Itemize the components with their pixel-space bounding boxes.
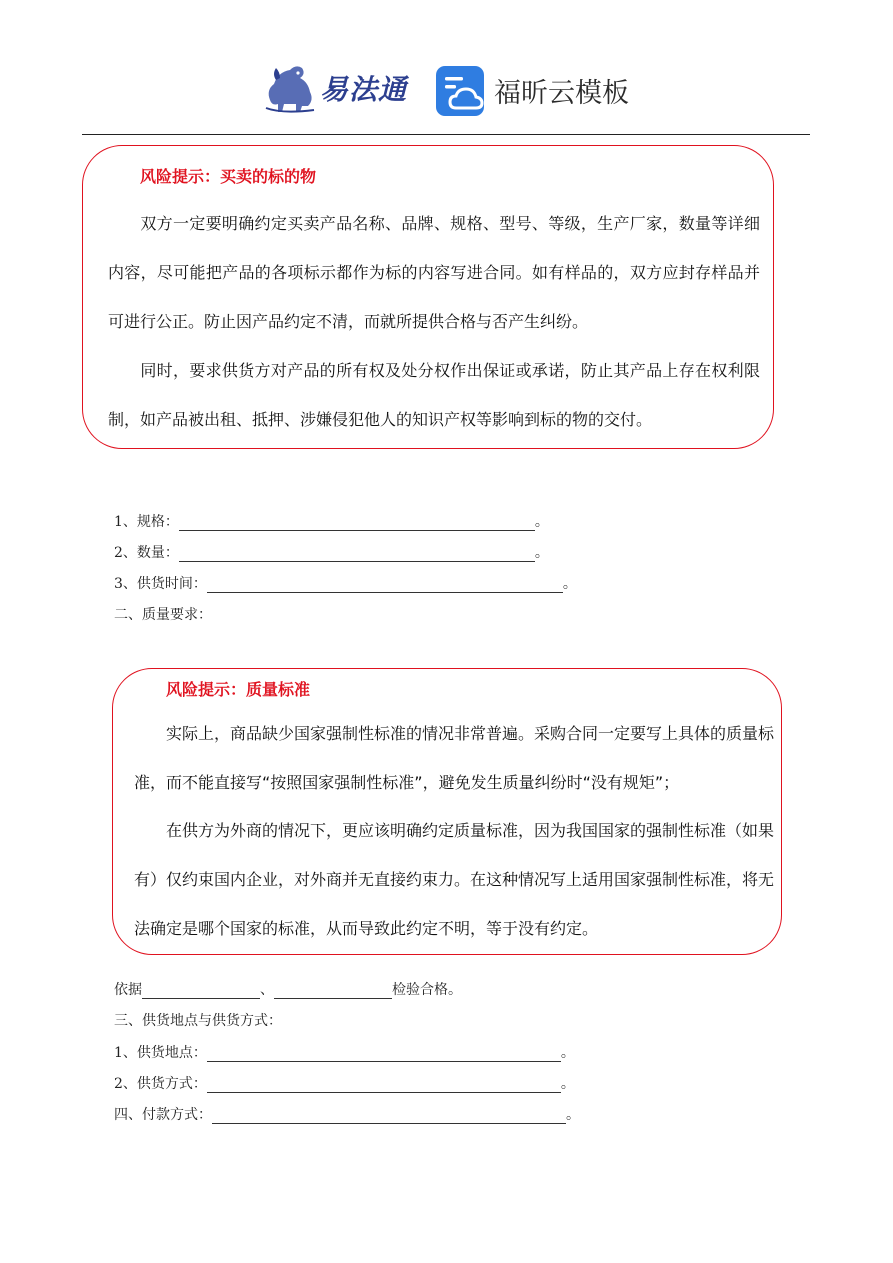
supply-method-field (114, 1073, 575, 1093)
spec-label: 1、规格： (114, 514, 179, 530)
risk1-title: 风险提示：买卖的标的物 (140, 167, 317, 186)
supply-method-input[interactable] (207, 1078, 561, 1093)
supply-time-end: 。 (562, 576, 577, 592)
quantity-field (114, 542, 549, 562)
quantity-end: 。 (534, 545, 549, 561)
supply-time-input[interactable] (207, 578, 563, 593)
risk2-para2-text: 在供方为外商的情况下，更应该明确约定质量标准，因为我国国家的强制性标准（如果有）仅约束国内企业，对外商并无直接约束力。在这种情况写上适用国家强制性标准，将无法确定是哪个国家的标准，从而导致此约定不明，等于没有约定。 (134, 821, 775, 938)
risk1-paragraph-2 (108, 346, 760, 444)
risk2-paragraph-1 (134, 709, 774, 807)
supply-method-label: 2、供货方式： (114, 1076, 207, 1092)
risk1-para1-text: 双方一定要明确约定买卖产品名称、品牌、规格、型号、等级，生产厂家，数量等详细内容，尽可能把产品的各项标示都作为标的内容写进合同。如有样品的，双方应封存样品并可进行公正。防止因产品约定不清，而就所提供合格与否产生纠纷。 (108, 214, 760, 331)
quantity-label: 2、数量： (114, 545, 179, 561)
basis-input-1[interactable] (142, 984, 260, 999)
risk1-paragraph-1 (108, 199, 760, 346)
logo1-text: 易法通 (320, 73, 408, 106)
spec-field (114, 511, 549, 531)
header-divider (82, 134, 810, 135)
yifatong-logo (262, 60, 412, 120)
supply-place-input[interactable] (207, 1047, 561, 1062)
cloud-doc-icon (436, 66, 486, 118)
section3-label: 三、供货地点与供货方式： (114, 1013, 282, 1029)
supply-time-field (114, 573, 577, 593)
supply-place-end: 。 (560, 1045, 575, 1061)
section-quality-heading (114, 604, 212, 624)
inspection-basis-field (114, 979, 462, 999)
risk2-para1-text: 实际上，商品缺少国家强制性标准的情况非常普遍。采购合同一定要写上具体的质量标准，而不能直接写“按照国家强制性标准”，避免发生质量纠纷时“没有规矩”； (134, 724, 775, 792)
section-supply-heading (114, 1010, 282, 1030)
payment-method-field (114, 1104, 580, 1124)
section4-label: 四、付款方式： (114, 1107, 212, 1123)
qilin-icon (262, 60, 322, 118)
quantity-input[interactable] (179, 547, 535, 562)
risk2-title: 风险提示：质量标准 (166, 680, 311, 699)
basis-end: 检验合格。 (392, 982, 462, 998)
supply-method-end: 。 (560, 1076, 575, 1092)
section2-label: 二、质量要求： (114, 607, 212, 623)
page-header (0, 0, 893, 136)
supply-place-label: 1、供货地点： (114, 1045, 207, 1061)
supply-place-field (114, 1042, 575, 1062)
spec-end: 。 (534, 514, 549, 530)
basis-separator: 、 (260, 982, 274, 998)
fuxin-template-logo (436, 66, 636, 120)
risk2-paragraph-2 (134, 806, 774, 953)
basis-input-2[interactable] (274, 984, 392, 999)
risk1-para2-text: 同时，要求供货方对产品的所有权及处分权作出保证或承诺，防止其产品上存在权利限制，如产品被出租、抵押、涉嫌侵犯他人的知识产权等影响到标的物的交付。 (108, 361, 760, 429)
payment-method-end: 。 (566, 1107, 580, 1123)
logo2-text: 福昕云模板 (494, 78, 629, 109)
basis-label: 依据 (114, 982, 142, 998)
payment-method-input[interactable] (212, 1109, 566, 1124)
spec-input[interactable] (179, 516, 535, 531)
supply-time-label: 3、供货时间： (114, 576, 207, 592)
